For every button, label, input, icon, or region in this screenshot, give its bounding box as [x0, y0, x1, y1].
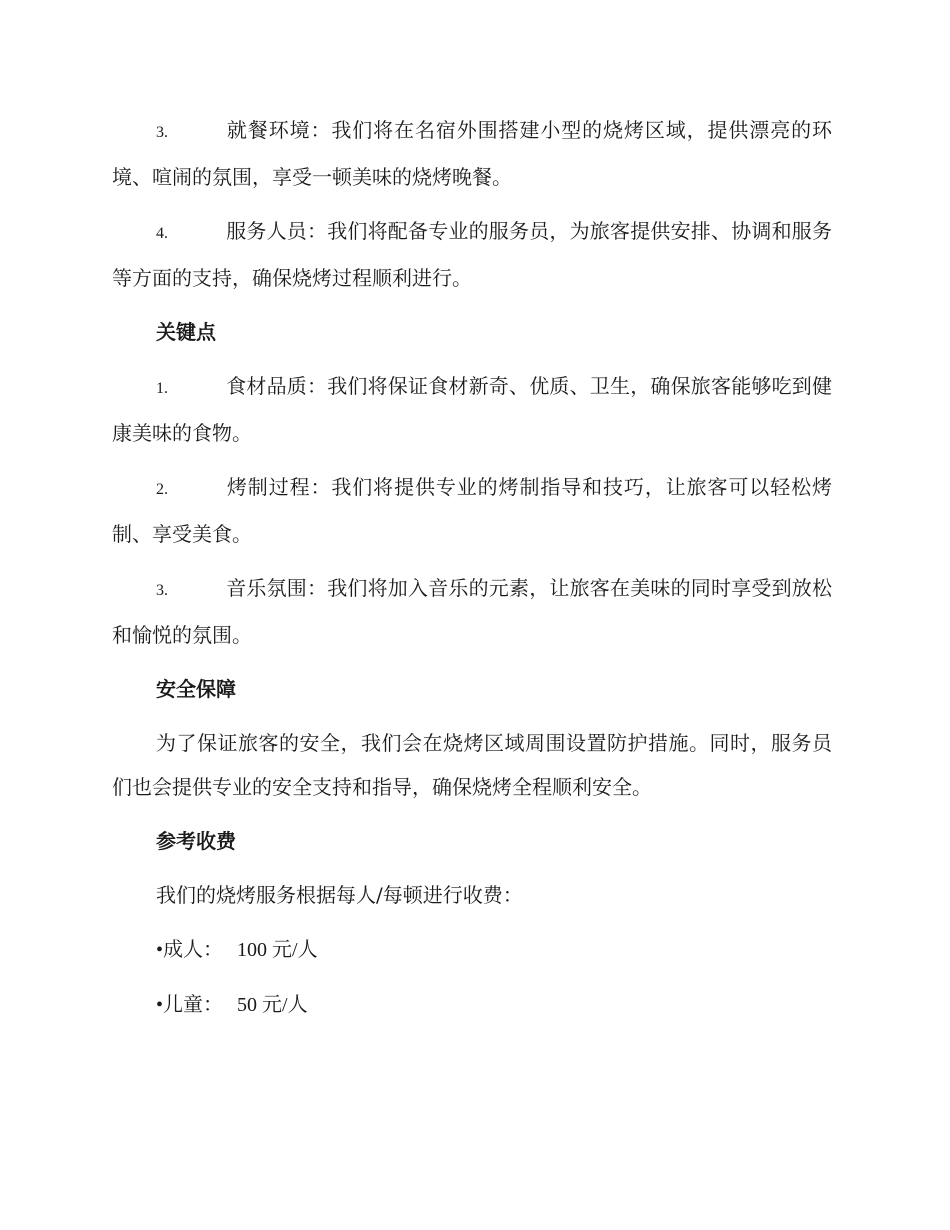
document-page: [112, 108, 832, 1037]
fee-amount: 50 元/人: [237, 994, 308, 1016]
section-heading-safety: 安全保障: [156, 677, 236, 701]
section-heading-fees: 参考收费: [156, 829, 236, 853]
item-text: 食材品质：我们将保证食材新奇、优质、卫生，确保旅客能够吃到健康美味的食物。: [112, 374, 832, 445]
fee-label: 儿童：: [163, 992, 224, 1016]
fees-intro: 我们的烧烤服务根据每人/每顿进行收费：: [156, 883, 523, 907]
item-number: 3.: [156, 582, 168, 599]
list-item: [112, 108, 832, 199]
fee-row-adult: [156, 927, 832, 972]
item-text: 就餐环境：我们将在名宿外围搭建小型的烧烤区域，提供漂亮的环境、喧闹的氛围，享受一顿美味的烧烤晚餐。: [112, 118, 832, 189]
item-text: 服务人员：我们将配备专业的服务员，为旅客提供安排、协调和服务等方面的支持，确保烧烤过程顺利进行。: [112, 219, 832, 290]
list-item: [112, 364, 832, 455]
safety-paragraph: 为了保证旅客的安全，我们会在烧烤区域周围设置防护措施。同时，服务员们也会提供专业的安全支持和指导，确保烧烤全程顺利安全。: [112, 731, 832, 799]
item-number: 3.: [156, 124, 168, 141]
list-item: [112, 566, 832, 657]
item-number: 1.: [156, 380, 168, 397]
section-heading-key-points: 关键点: [156, 320, 216, 344]
item-number: 4.: [156, 225, 168, 242]
bullet: •: [156, 939, 164, 961]
fee-label: 成人：: [163, 937, 224, 961]
item-text: 烤制过程：我们将提供专业的烤制指导和技巧，让旅客可以轻松烤制、享受美食。: [112, 475, 832, 546]
item-number: 2.: [156, 481, 168, 498]
fee-row-child: [156, 982, 832, 1027]
bullet: •: [156, 994, 164, 1016]
fee-amount: 100 元/人: [237, 939, 318, 961]
item-text: 音乐氛围：我们将加入音乐的元素，让旅客在美味的同时享受到放松和愉悦的氛围。: [112, 576, 832, 647]
list-item: [112, 465, 832, 556]
list-item: [112, 209, 832, 300]
